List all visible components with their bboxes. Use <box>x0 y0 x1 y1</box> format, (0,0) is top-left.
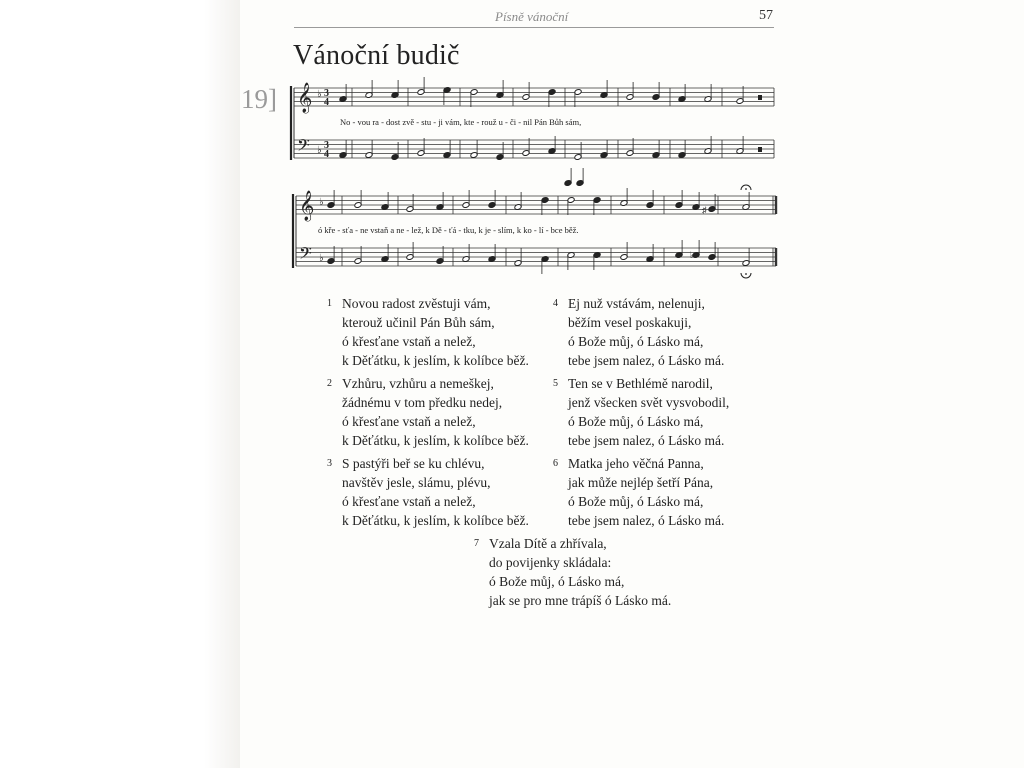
verse-line: ó křesťane vstaň a nelež, <box>342 494 476 509</box>
verse-line: S pastýři beř se ku chlévu, <box>342 456 485 471</box>
verse-3 <box>327 454 529 530</box>
verse-1 <box>327 294 529 370</box>
verse-line: Ten se v Bethlémě narodil, <box>568 376 713 391</box>
verse-4 <box>553 294 725 370</box>
verse-line: navštěv jesle, slámu, plévu, <box>342 475 491 490</box>
treble-clef: 𝄞 <box>299 191 315 221</box>
verse-number: 4 <box>553 298 558 309</box>
verse-line: ó křesťane vstaň a nelež, <box>342 334 476 349</box>
verse-line: tebe jsem nalez, ó Lásko má. <box>568 353 725 368</box>
time-signature: 4 <box>324 97 329 108</box>
verse-line: tebe jsem nalez, ó Lásko má. <box>568 433 725 448</box>
verse-6 <box>553 454 725 530</box>
verse-number: 6 <box>553 458 558 469</box>
time-signature: 3 <box>324 88 329 99</box>
music-score <box>0 0 1024 290</box>
verse-line: ó Bože můj, ó Lásko má, <box>568 334 704 349</box>
verse-number: 7 <box>474 538 479 549</box>
fermata-dot <box>745 273 747 275</box>
verse-line: kterouž učinil Pán Bůh sám, <box>342 315 495 330</box>
flat-sign: ♭ <box>317 145 322 156</box>
verse-line: jenž všecken svět vysvobodil, <box>568 395 730 410</box>
verse-line: Ej nuž vstávám, nelenuji, <box>568 296 705 311</box>
verse-7 <box>474 534 672 610</box>
verse-number: 3 <box>327 458 332 469</box>
flat-sign: ♭ <box>319 197 324 208</box>
lyrics-system-1: No - vou ra - dost zvě - stu - ji vám, kte - rouž u - či - nil Pán Bůh sám, <box>340 117 582 127</box>
verse-line: Novou radost zvěstuji vám, <box>342 296 491 311</box>
time-signature: 4 <box>324 149 329 160</box>
verse-number: 2 <box>327 378 332 389</box>
verse-line: ó Bože můj, ó Lásko má, <box>568 414 704 429</box>
sharp-sign: ♯ <box>702 205 707 215</box>
fermata-dot <box>745 188 747 190</box>
verse-line: k Děťátku, k jeslím, k kolíbce běž. <box>342 513 529 528</box>
song-number: 19] <box>241 84 277 114</box>
verse-line: Matka jeho věčná Panna, <box>568 456 704 471</box>
rest <box>758 95 762 100</box>
flat-sign: ♭ <box>319 253 324 264</box>
song-title: Vánoční budič <box>293 40 460 71</box>
verse-line: Vzala Dítě a zhřívala, <box>489 536 607 551</box>
verse-number: 5 <box>553 378 558 389</box>
time-signature: 3 <box>324 140 329 151</box>
verse-line: Vzhůru, vzhůru a nemeškej, <box>342 376 494 391</box>
verse-line: jak se pro mne trápíš ó Lásko má. <box>489 593 672 608</box>
verse-2 <box>327 374 529 450</box>
verse-line: běžím vesel poskakuji, <box>568 315 692 330</box>
verse-line: k Děťátku, k jeslím, k kolíbce běž. <box>342 353 529 368</box>
bass-clef: 𝄢 <box>299 243 312 267</box>
rest <box>758 147 762 152</box>
flat-sign: ♭ <box>317 89 322 100</box>
verse-line: ó Bože můj, ó Lásko má, <box>568 494 704 509</box>
page-number: 57 <box>759 8 773 23</box>
verse-line: žádnému v tom předku nedej, <box>342 395 503 410</box>
verse-line: k Děťátku, k jeslím, k kolíbce běž. <box>342 433 529 448</box>
verse-line: ó Bože můj, ó Lásko má, <box>489 574 625 589</box>
treble-clef: 𝄞 <box>297 83 313 113</box>
lyrics-system-2: ó kře - sťa - ne vstaň a ne - lež, k Dě - ťá - tku, k je - slím, k ko - lí - bce běž. <box>318 225 579 235</box>
running-title: Písně vánoční <box>495 9 569 24</box>
verse-line: jak může nejlép šetří Pána, <box>568 475 714 490</box>
verse-line: tebe jsem nalez, ó Lásko má. <box>568 513 725 528</box>
bass-clef: 𝄢 <box>297 135 310 159</box>
flat-sign: ♭ <box>690 250 695 260</box>
verse-5 <box>553 374 730 450</box>
verse-line: do povijenky skládala: <box>489 555 612 570</box>
verse-number: 1 <box>327 298 332 309</box>
verse-line: ó křesťane vstaň a nelež, <box>342 414 476 429</box>
